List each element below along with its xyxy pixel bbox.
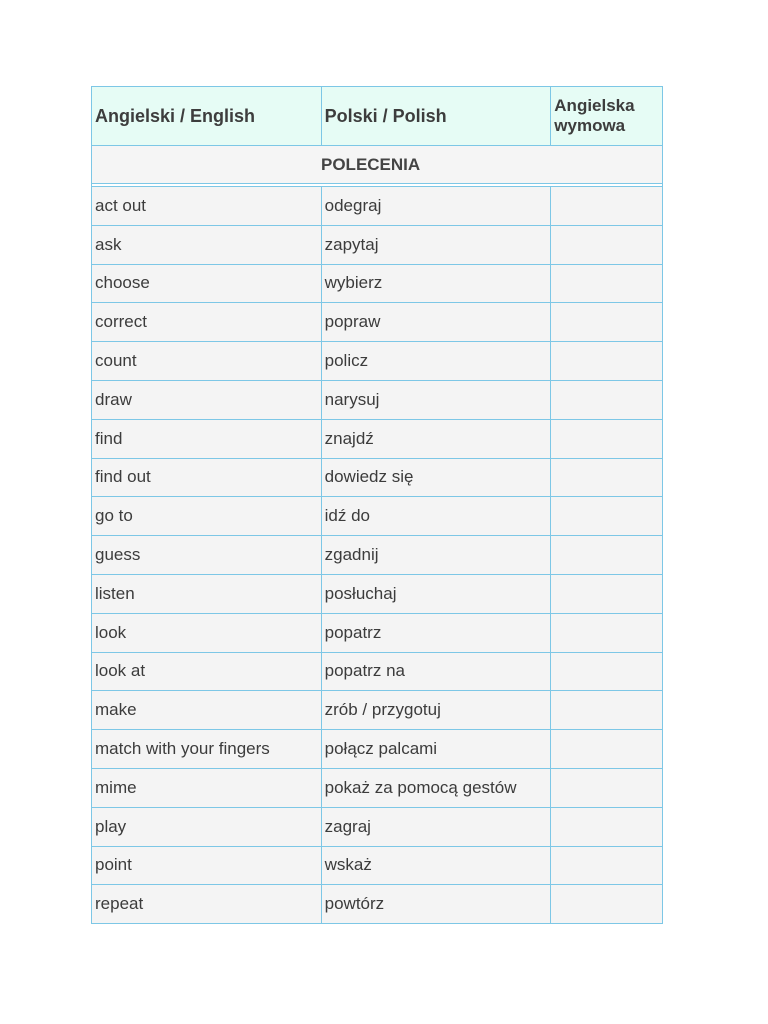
cell-english: act out (92, 187, 322, 226)
cell-pronunciation (551, 264, 663, 303)
table-body (92, 146, 663, 924)
table-row (92, 846, 663, 885)
cell-polish: znajdź (321, 419, 551, 458)
table-row (92, 574, 663, 613)
cell-english: listen (92, 574, 322, 613)
cell-pronunciation (551, 807, 663, 846)
table-row (92, 419, 663, 458)
cell-polish: popatrz na (321, 652, 551, 691)
cell-english: look at (92, 652, 322, 691)
table-row (92, 187, 663, 226)
table-row (92, 730, 663, 769)
cell-polish: popraw (321, 303, 551, 342)
section-row (92, 146, 663, 184)
cell-english: choose (92, 264, 322, 303)
cell-english: guess (92, 536, 322, 575)
cell-polish: powtórz (321, 885, 551, 924)
cell-polish: wybierz (321, 264, 551, 303)
table-row (92, 885, 663, 924)
table-row (92, 613, 663, 652)
cell-polish: policz (321, 342, 551, 381)
cell-pronunciation (551, 187, 663, 226)
cell-polish: zagraj (321, 807, 551, 846)
cell-polish: popatrz (321, 613, 551, 652)
table-row (92, 225, 663, 264)
cell-english: match with your fingers (92, 730, 322, 769)
vocabulary-table (91, 86, 663, 924)
cell-polish: wskaż (321, 846, 551, 885)
cell-polish: dowiedz się (321, 458, 551, 497)
cell-polish: narysuj (321, 380, 551, 419)
table-row (92, 807, 663, 846)
cell-pronunciation (551, 885, 663, 924)
cell-pronunciation (551, 380, 663, 419)
table-row (92, 380, 663, 419)
cell-english: correct (92, 303, 322, 342)
table-row (92, 691, 663, 730)
cell-pronunciation (551, 846, 663, 885)
cell-pronunciation (551, 419, 663, 458)
cell-english: draw (92, 380, 322, 419)
cell-polish: połącz palcami (321, 730, 551, 769)
cell-pronunciation (551, 768, 663, 807)
cell-english: repeat (92, 885, 322, 924)
cell-pronunciation (551, 652, 663, 691)
header-pronunciation: Angielska wymowa (551, 87, 663, 146)
cell-pronunciation (551, 613, 663, 652)
cell-english: go to (92, 497, 322, 536)
header-english: Angielski / English (92, 87, 322, 146)
section-cell (92, 146, 663, 184)
cell-pronunciation (551, 536, 663, 575)
table-row (92, 536, 663, 575)
cell-pronunciation (551, 497, 663, 536)
cell-pronunciation (551, 574, 663, 613)
table-row (92, 303, 663, 342)
cell-pronunciation (551, 730, 663, 769)
cell-pronunciation (551, 342, 663, 381)
cell-polish: zgadnij (321, 536, 551, 575)
cell-english: ask (92, 225, 322, 264)
cell-english: find out (92, 458, 322, 497)
table-row (92, 768, 663, 807)
cell-english: point (92, 846, 322, 885)
cell-polish: zrób / przygotuj (321, 691, 551, 730)
cell-polish: idź do (321, 497, 551, 536)
cell-english: count (92, 342, 322, 381)
cell-pronunciation (551, 458, 663, 497)
table-row (92, 497, 663, 536)
cell-english: play (92, 807, 322, 846)
table-row (92, 342, 663, 381)
cell-polish: zapytaj (321, 225, 551, 264)
cell-english: make (92, 691, 322, 730)
table-row (92, 264, 663, 303)
cell-english: mime (92, 768, 322, 807)
cell-polish: odegraj (321, 187, 551, 226)
cell-pronunciation (551, 691, 663, 730)
table-row (92, 652, 663, 691)
cell-english: find (92, 419, 322, 458)
cell-pronunciation (551, 225, 663, 264)
cell-polish: posłuchaj (321, 574, 551, 613)
cell-polish: pokaż za pomocą gestów (321, 768, 551, 807)
cell-english: look (92, 613, 322, 652)
header-polish: Polski / Polish (321, 87, 551, 146)
table-header-row (92, 87, 663, 146)
table-row (92, 458, 663, 497)
section-title: POLECENIA (321, 154, 421, 174)
cell-pronunciation (551, 303, 663, 342)
